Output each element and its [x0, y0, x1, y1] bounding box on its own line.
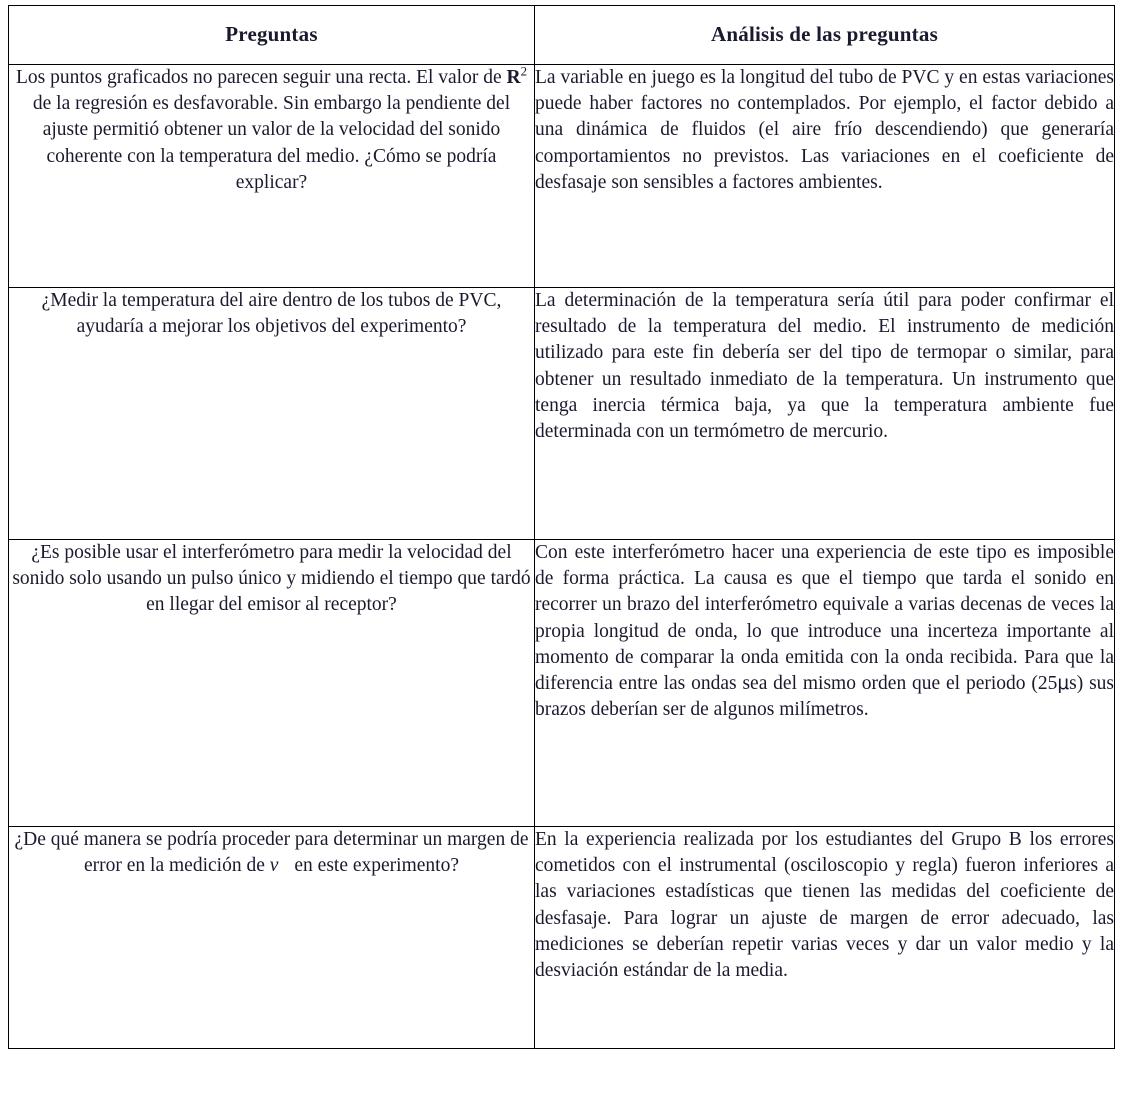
question-text-1-part2: de la regresión es desfavorable. Sin embargo la pendiente del ajuste permitió obtener un valor de la velocidad del sonido coherente con la temperatura del medio. ¿Cómo se podría explicar?: [32, 93, 511, 193]
header-cell-questions: [9, 6, 535, 65]
question-text-1-part1: Los puntos graficados no parecen seguir una recta. El valor de: [15, 67, 507, 88]
answer-text-1: La variable en juego es la longitud del tubo de PVC y en estas variaciones puede haber factores no contemplados. Por ejemplo, el factor debido a una dinámica de fluidos (el aire frío descendiendo) que generaría comportamientos no previstos. Las variaciones en el coeficiente de desfasaje son sensibles a factores ambientes.: [535, 67, 1114, 193]
header-label-analysis: Análisis de las preguntas: [711, 22, 938, 46]
table-body: [9, 65, 1115, 1049]
question-cell-4: [9, 827, 535, 1049]
table-row: [9, 65, 1115, 288]
table-row: [9, 540, 1115, 827]
answer-text-3: [535, 540, 1114, 724]
answer-text-3-part1: Con este interferómetro hacer una experiencia de este tipo es imposible de forma práctica. La causa es que el tiempo que tarda el sonido en recorrer un brazo del interferómetro equivale a varias decenas de veces la propia longitud de onda, lo que introduce una incerteza importante al momento de comparar la onda emitida con la onda recibida. Para que la diferencia entre las ondas sea del mismo orden que el periodo (25: [535, 542, 1114, 695]
question-cell-2: [9, 288, 535, 540]
question-text-2: ¿Medir la temperatura del aire dentro de los tubos de PVC, ayudaría a mejorar los objetivos del experimento?: [41, 290, 502, 338]
answer-text-2: La determinación de la temperatura sería útil para poder confirmar el resultado de la temperatura del medio. El instrumento de medición utilizado para este fin debería ser del tipo de termopar o similar, para obtener un resultado inmediato de la temperatura. Un instrumento que tenga inercia térmica baja, ya que la temperatura ambiente fue determinada con un termómetro de mercurio.: [535, 290, 1114, 443]
micro-symbol: μ: [1057, 673, 1070, 695]
question-text-4-part1: ¿De qué manera se podría proceder para determinar un margen de error en la medición de: [14, 829, 529, 877]
answer-cell-1: [535, 65, 1115, 288]
question-text-3: ¿Es posible usar el interferómetro para medir la velocidad del sonido solo usando un pulso único y midiendo el tiempo que tardó en llegar del emisor al receptor?: [12, 542, 531, 616]
question-cell-1: [9, 65, 535, 288]
question-cell-3: [9, 540, 535, 827]
velocity-variable-symbol: v: [269, 855, 279, 877]
table-header: [9, 6, 1115, 65]
answer-text-3-part2: s) sus brazos deberían ser de algunos milímetros.: [535, 673, 1114, 721]
header-cell-analysis: [535, 6, 1115, 65]
question-text-4: [9, 827, 534, 879]
answer-cell-2: [535, 288, 1115, 540]
question-text-4-part2: en este experimento?: [294, 855, 459, 877]
answer-cell-3: [535, 540, 1115, 827]
question-text-1: [9, 65, 534, 196]
header-label-questions: Preguntas: [225, 22, 318, 46]
header-row: [9, 6, 1115, 65]
r-squared-exponent: 2: [520, 64, 528, 79]
r-squared-symbol: R: [506, 67, 521, 88]
answer-cell-4: [535, 827, 1115, 1049]
table-row: [9, 288, 1115, 540]
answer-text-4: En la experiencia realizada por los estudiantes del Grupo B los errores cometidos con el instrumental (osciloscopio y regla) fueron inferiores a las variaciones estadísticas que tienen las medidas del coeficiente de desfasaje. Para lograr un ajuste de margen de error adecuado, las mediciones se deberían repetir varias veces y dar un valor medio y la desviación estándar de la media.: [535, 829, 1114, 982]
table-row: [9, 827, 1115, 1049]
questions-analysis-table: [8, 5, 1115, 1049]
